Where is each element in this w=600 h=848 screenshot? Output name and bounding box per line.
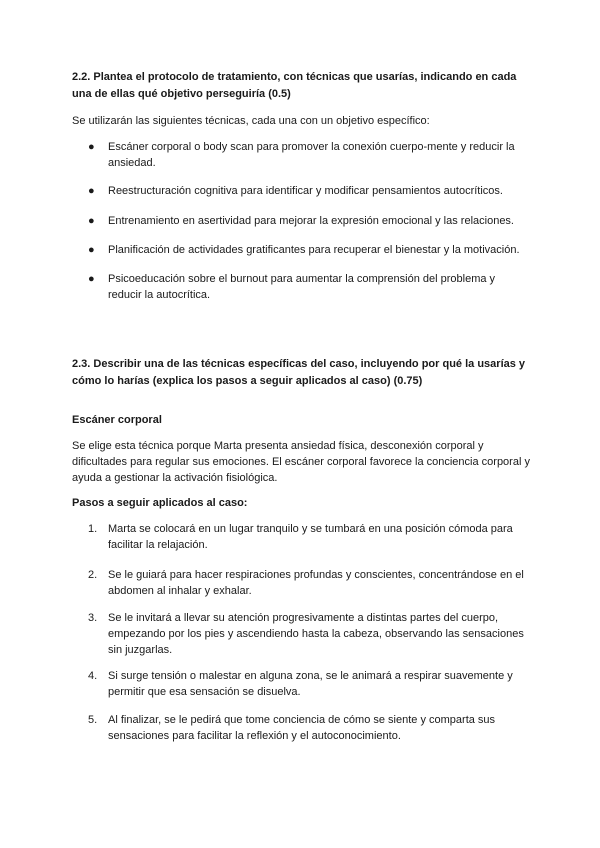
technique-name: Escáner corporal [72, 414, 162, 426]
steps-heading: Pasos a seguir aplicados al caso: [72, 497, 248, 509]
list-item [72, 271, 532, 303]
step-text: Al finalizar, se le pedirá que tome conciencia de cómo se siente y comparta sus sensaciones para facilitar la reflexión y el autoconocimiento. [108, 714, 496, 742]
technique-text: Planificación de actividades gratificantes para recuperar el bienestar y la motivación. [108, 244, 520, 256]
list-item [72, 712, 532, 744]
section-2-2 [72, 69, 532, 103]
bullet-icon: ● [88, 215, 95, 227]
steps-heading-block [72, 495, 532, 512]
list-item [72, 183, 532, 199]
step-number: 4. [88, 670, 98, 682]
list-item [72, 213, 532, 229]
list-item [72, 521, 532, 553]
section-2-3-title: 2.3. Describir una de las técnicas específicas del caso, incluyendo por qué la usarías y cómo lo harías (explica los pasos a seguir aplicados al caso) (0.75) [72, 358, 526, 387]
section-2-2-intro-block [72, 113, 532, 129]
list-item [72, 610, 532, 658]
step-number: 3. [88, 612, 98, 624]
technique-rationale: Se elige esta técnica porque Marta presenta ansiedad física, desconexión corporal y dificultades para regular sus emociones. El escáner corporal favorece la conciencia corporal y ayuda a gestionar la activación fisiológica. [72, 440, 530, 484]
technique-text: Psicoeducación sobre el burnout para aumentar la comprensión del problema y reducir la autocrítica. [108, 273, 496, 301]
step-number: 5. [88, 714, 98, 726]
list-item [72, 242, 532, 258]
step-text: Se le invitará a llevar su atención progresivamente a distintas partes del cuerpo, empezando por los pies y ascendiendo hasta la cabeza, observando las sensaciones sin juzgarlas. [108, 612, 524, 656]
list-item [72, 567, 532, 599]
step-text: Marta se colocará en un lugar tranquilo y se tumbará en una posición cómoda para facilitar la relajación. [108, 523, 513, 551]
step-number: 1. [88, 523, 98, 535]
section-2-2-title: 2.2. Plantea el protocolo de tratamiento, con técnicas que usarías, indicando en cada una de ellas qué objetivo perseguiría (0.5) [72, 71, 517, 100]
technique-name-block [72, 412, 532, 429]
section-2-3 [72, 356, 532, 390]
rationale-block [72, 438, 532, 486]
bullet-icon: ● [88, 141, 95, 153]
list-item [72, 668, 532, 700]
technique-text: Escáner corporal o body scan para promover la conexión cuerpo-mente y reducir la ansiedad. [108, 141, 515, 169]
technique-text: Reestructuración cognitiva para identificar y modificar pensamientos autocríticos. [108, 185, 503, 197]
list-item [72, 139, 532, 171]
step-number: 2. [88, 569, 98, 581]
section-2-2-intro: Se utilizarán las siguientes técnicas, cada una con un objetivo específico: [72, 115, 430, 127]
step-text: Si surge tensión o malestar en alguna zona, se le animará a respirar suavemente y permitir que esa sensación se disuelva. [108, 670, 513, 698]
bullet-icon: ● [88, 185, 95, 197]
bullet-icon: ● [88, 244, 95, 256]
step-text: Se le guiará para hacer respiraciones profundas y conscientes, concentrándose en el abdomen al inhalar y exhalar. [108, 569, 524, 597]
technique-text: Entrenamiento en asertividad para mejorar la expresión emocional y las relaciones. [108, 215, 514, 227]
bullet-icon: ● [88, 273, 95, 285]
